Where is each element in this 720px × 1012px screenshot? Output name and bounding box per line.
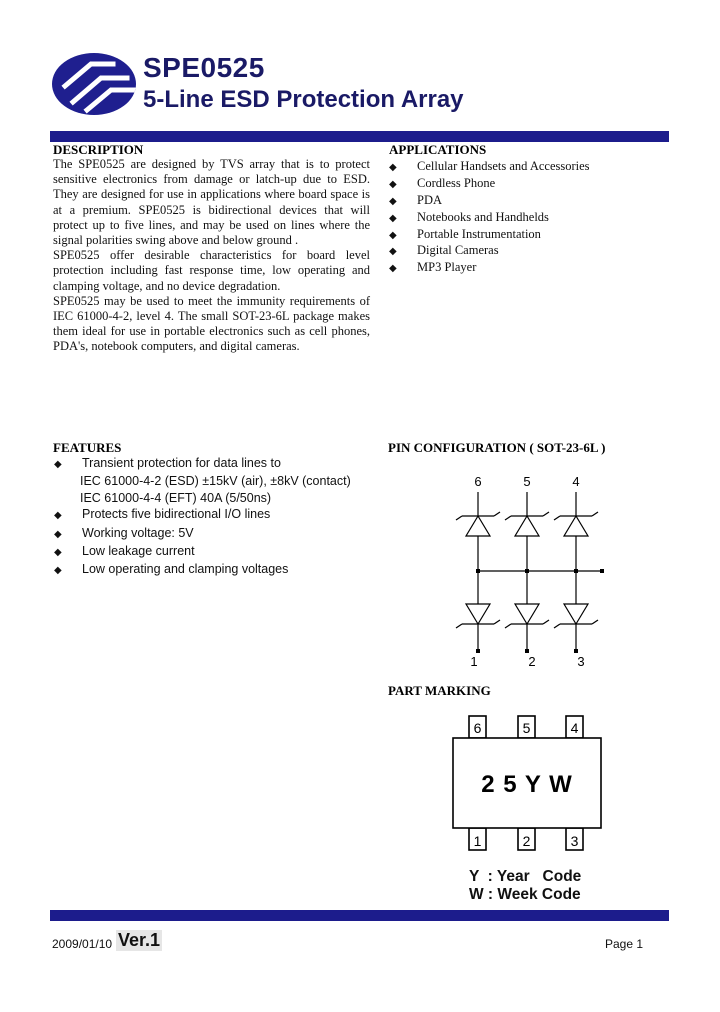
diamond-bullet-icon: ◆ [389,162,397,173]
footer-version: Ver.1 [118,930,161,950]
footer-divider-bar [50,910,669,921]
diamond-bullet-icon: ◆ [389,263,397,275]
company-logo [51,52,137,116]
features-title: FEATURES [53,440,122,455]
list-item-continuation: IEC 61000-4-4 (EFT) 40A (5/50ns) [80,490,272,505]
pin-label: 5 [522,720,531,736]
list-item: ◆ Cellular Handsets and Accessories [389,158,590,175]
list-item: ◆ Working voltage: 5V [54,525,351,543]
diamond-bullet-icon: ◆ [54,528,62,540]
header-divider-bar [50,131,669,142]
week-code-legend: W : Week Code [469,886,581,903]
description-paragraph: The SPE0525 are designed by TVS array that is to protect sensitive electronics from damage or latch-up due to ESD. They are designed for use in applications where board space is at a premium. SPE0525 is bidirectional devices that will protect up to five lines, and may be used on lines where the signal polarities swing above and below ground . [53,157,370,248]
document-subtitle: 5-Line ESD Protection Array [143,86,464,113]
description-title: DESCRIPTION [53,142,144,157]
diode-icon [505,512,549,536]
list-item: ◆ PDA [389,192,590,209]
diode-icon [456,512,500,536]
diamond-bullet-icon: ◆ [54,547,62,559]
pin-configuration-diagram [440,470,630,670]
part-marking-title: PART MARKING [388,683,491,698]
description-paragraph: SPE0525 may be used to meet the immunity requirements of IEC 61000-4-2, level 4. The small SOT-23-6L package makes them ideal for use in portable electronics such as cell phones, PDA's, notebook computers, and digital cameras. [53,293,370,354]
features-list [54,455,351,580]
diode-icon [456,604,500,628]
list-item-continuation: IEC 61000-4-2 (ESD) ±15kV (air), ±8kV (contact) [80,474,351,489]
pin-configuration-title: PIN CONFIGURATION ( SOT-23-6L ) [388,440,606,455]
description-paragraph: SPE0525 offer desirable characteristics for board level protection including fast response time, low operating and clamping voltage, and no device degradation. [53,248,370,293]
diamond-bullet-icon: ◆ [389,178,397,190]
pin-label: 2 [528,654,536,669]
pin-label: 2 [522,833,531,849]
diamond-bullet-icon: ◆ [389,246,397,258]
list-item: ◆ Low operating and clamping voltages [54,561,351,579]
list-item: ◆ Portable Instrumentation [389,226,590,243]
pin-label: 6 [474,474,482,489]
list-item: ◆ Cordless Phone [389,175,590,192]
part-marking-diagram [440,712,630,854]
junction-dots [476,569,604,653]
pin-label: 3 [570,833,579,849]
diode-icon [505,604,549,628]
diamond-bullet-icon: ◆ [54,510,62,522]
pin-label: 1 [473,833,482,849]
diamond-bullet-icon: ◆ [54,565,62,577]
applications-list [389,158,590,276]
pin-label: 5 [523,474,531,489]
diode-icon [554,512,598,536]
list-item: ◆ Low leakage current [54,543,351,561]
diamond-bullet-icon: ◆ [389,229,397,241]
diamond-bullet-icon: ◆ [389,195,397,207]
description-body [53,157,370,355]
pin-label: 3 [577,654,585,669]
list-item: ◆ MP3 Player [389,259,590,276]
list-item: ◆ Digital Cameras [389,242,590,259]
pin-label: 4 [572,474,580,489]
year-code-legend: Y : Year Code [469,868,582,885]
diamond-bullet-icon: ◆ [54,459,62,470]
list-item: ◆ Transient protection for data lines to [54,455,351,473]
pin-label: 1 [470,654,478,669]
footer-date: 2009/01/10 [52,937,113,951]
list-item: ◆ Notebooks and Handhelds [389,209,590,226]
pin-label: 6 [473,720,482,736]
marking-code: 2 5 Y W [481,771,573,798]
part-number: SPE0525 [143,52,265,83]
diamond-bullet-icon: ◆ [389,212,397,224]
list-item: ◆ Protects five bidirectional I/O lines [54,506,351,524]
diode-icon [554,604,598,628]
pin-label: 4 [570,720,579,736]
applications-title: APPLICATIONS [389,142,487,157]
footer-page-number: Page 1 [605,937,644,951]
